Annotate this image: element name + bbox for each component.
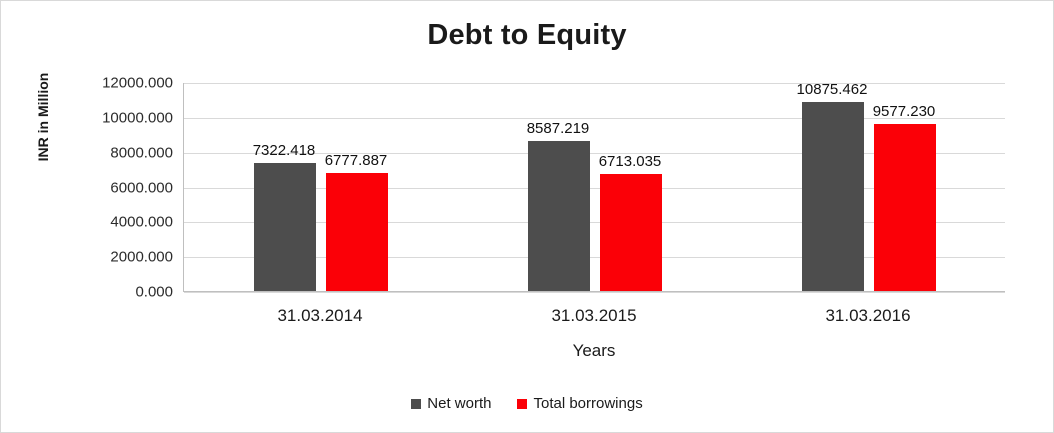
bar-value-label: 10875.462 [796, 80, 868, 98]
chart-title: Debt to Equity [427, 19, 627, 51]
y-axis-tick-labels [61, 74, 173, 301]
x-axis-category-label: 31.03.2015 [551, 306, 637, 325]
bar-networth[interactable] [254, 163, 316, 291]
legend-item[interactable] [411, 395, 491, 412]
bar-value-label: 7322.418 [252, 142, 316, 160]
y-axis-tick-label: 12000.000 [102, 74, 173, 92]
y-axis-tick-label: 4000.000 [110, 213, 173, 231]
bar-value-label: 8587.219 [526, 120, 590, 138]
bar-value-label: 9577.230 [872, 103, 936, 121]
legend-item[interactable] [517, 395, 642, 412]
bar-value-label: 6777.887 [324, 151, 388, 169]
chart-legend [1, 395, 1053, 412]
y-axis-title: INR in Million [35, 72, 51, 162]
bar-networth[interactable] [528, 141, 590, 291]
bar-borrowings[interactable] [874, 124, 936, 291]
y-axis-tick-label: 8000.000 [110, 144, 173, 162]
legend-swatch-icon [517, 399, 527, 409]
x-axis-title: Years [572, 341, 616, 360]
bar-borrowings[interactable] [326, 173, 388, 291]
bar-value-label: 6713.035 [598, 153, 662, 171]
y-axis-tick-label: 10000.000 [102, 109, 173, 127]
y-axis-tick-label: 6000.000 [110, 179, 173, 196]
x-axis-category-label: 31.03.2014 [277, 306, 363, 325]
legend-label: Net worth [427, 395, 492, 412]
bar-networth[interactable] [802, 102, 864, 291]
y-axis-tick-label: 2000.000 [110, 248, 173, 266]
legend-label: Total borrowings [533, 395, 643, 412]
x-axis-category-label: 31.03.2016 [825, 306, 911, 325]
bar-borrowings[interactable] [600, 174, 662, 291]
legend-swatch-icon [411, 399, 421, 409]
gridline [184, 292, 1005, 293]
gridline [184, 83, 1005, 84]
y-axis-tick-label: 0.000 [135, 283, 173, 301]
